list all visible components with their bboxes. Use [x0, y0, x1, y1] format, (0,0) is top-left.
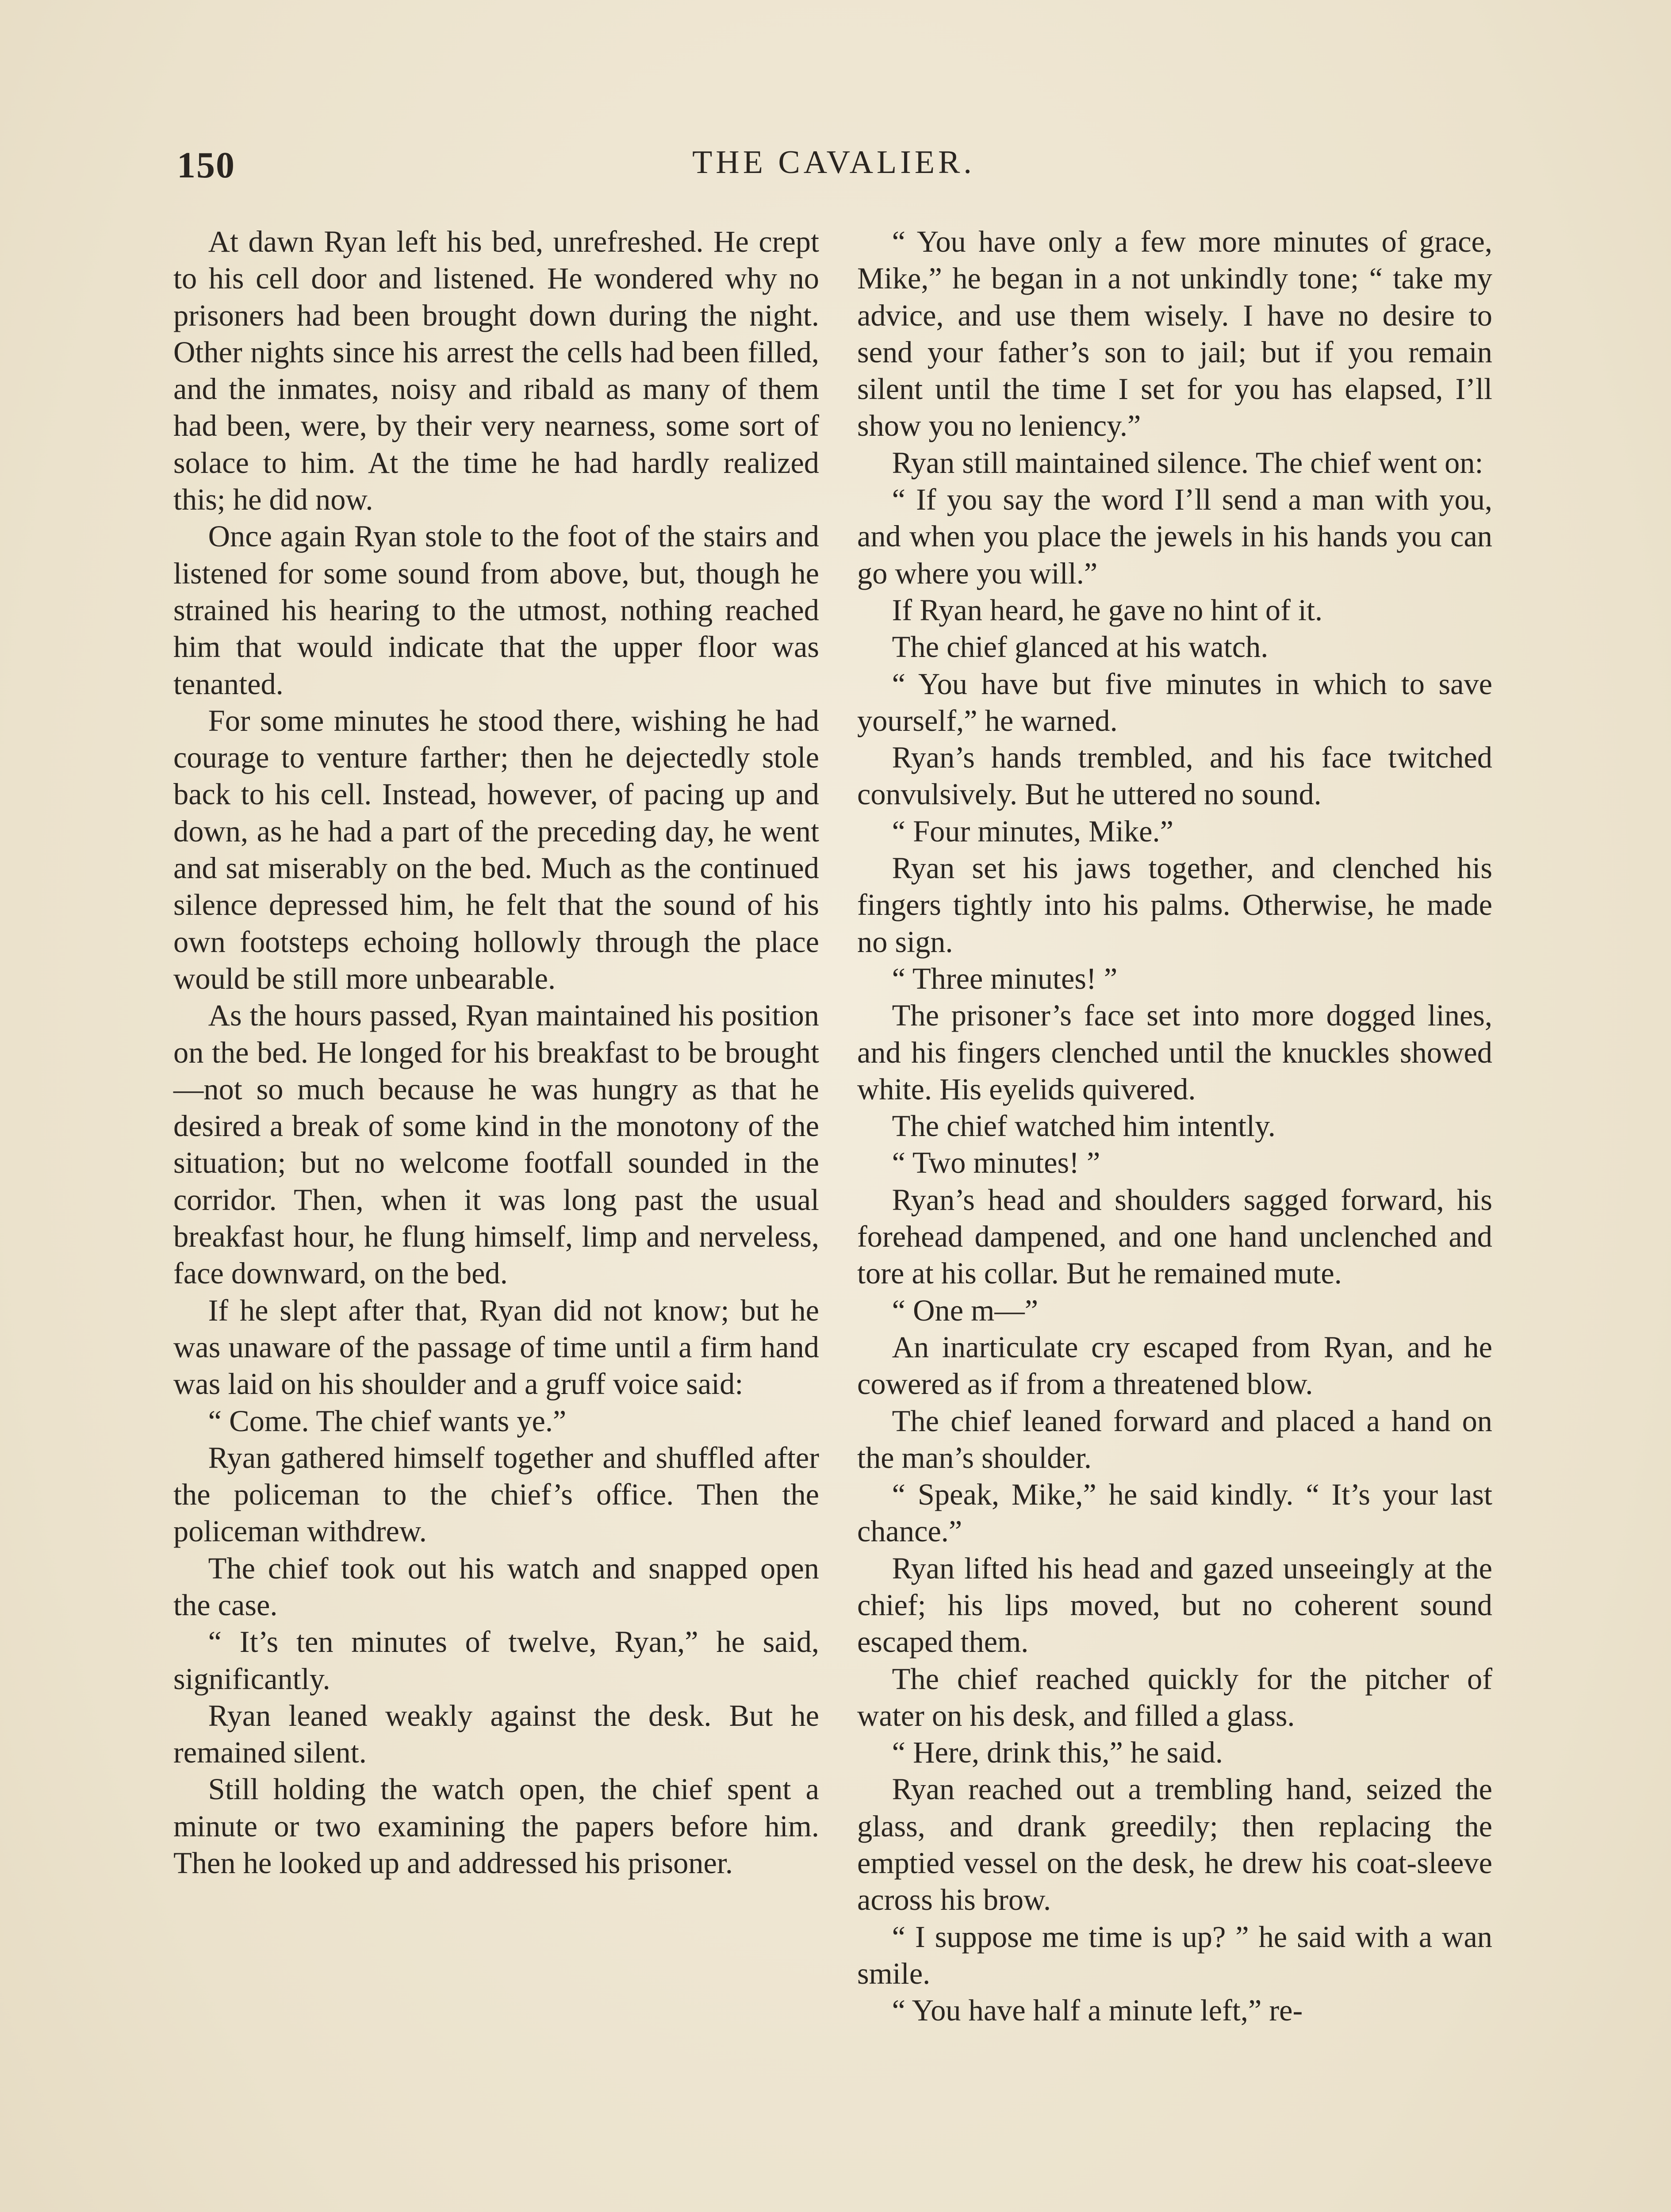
paragraph: “ You have only a few more minutes of grace, Mike,” he began in a not unkindly tone; “ take my advice, and use them wisely. I have no desire to send your father’s son to jail; but if you remain silent until the time I set for you has elapsed, I’ll show you no leniency.”: [857, 225, 1492, 443]
paragraph: Ryan reached out a trembling hand, seized the glass, and drank greedily; then replacing the emptied vessel on the desk, he drew his coat-sleeve across his brow.: [857, 1772, 1492, 1917]
paragraph: “ It’s ten minutes of twelve, Ryan,” he said, significantly.: [173, 1625, 819, 1696]
right-column: [857, 223, 1492, 2029]
page-number: 150: [177, 145, 235, 186]
paragraph: An inarticulate cry escaped from Ryan, and he cowered as if from a threatened blow.: [857, 1330, 1492, 1401]
paragraph: “ Four minutes, Mike.”: [892, 814, 1173, 848]
paragraph: “ You have but five minutes in which to save yourself,” he warned.: [857, 667, 1492, 737]
paragraph: The chief took out his watch and snapped open the case.: [173, 1551, 819, 1622]
left-column: [173, 223, 819, 1882]
paragraph: “ Here, drink this,” he said.: [892, 1736, 1223, 1770]
paragraph: “ Three minutes! ”: [892, 961, 1118, 995]
paragraph: Ryan gathered himself together and shuffled after the policeman to the chief’s office. Then the policeman withdrew.: [173, 1440, 819, 1548]
paragraph: “ You have half a minute left,” re-: [892, 1993, 1303, 2028]
paragraph: Ryan lifted his head and gazed unseeingly at the chief; his lips moved, but no coherent sound escaped them.: [857, 1551, 1492, 1659]
paragraph: Ryan’s hands trembled, and his face twitched convulsively. But he uttered no sound.: [857, 741, 1492, 811]
paragraph: Ryan’s head and shoulders sagged forward, his forehead dampened, and one hand unclenched and tore at his collar. But he remained mute.: [857, 1183, 1492, 1290]
paragraph: The chief reached quickly for the pitcher of water on his desk, and filled a glass.: [857, 1662, 1492, 1732]
paragraph: “ One m—”: [892, 1293, 1039, 1327]
paragraph: If he slept after that, Ryan did not know; but he was unaware of the passage of time until a firm hand was laid on his shoulder and a gruff voice said:: [173, 1293, 819, 1401]
paragraph: “ Come. The chief wants ye.”: [208, 1404, 567, 1438]
paragraph: Ryan still maintained silence. The chief went on:: [892, 445, 1483, 480]
paragraph: The chief glanced at his watch.: [892, 630, 1269, 664]
paragraph: The chief leaned forward and placed a hand on the man’s shoulder.: [857, 1404, 1492, 1475]
paragraph: Ryan set his jaws together, and clenched his fingers tightly into his palms. Otherwise, he made no sign.: [857, 851, 1492, 959]
running-head: THE CAVALIER.: [692, 144, 975, 180]
paragraph: The prisoner’s face set into more dogged lines, and his fingers clenched until the knuckles showed white. His eyelids quivered.: [857, 998, 1492, 1106]
paragraph: At dawn Ryan left his bed, unrefreshed. He crept to his cell door and listened. He wondered why no prisoners had been brought down during the night. Other nights since his arrest the cells had been filled, and the inmates, noisy and ribald as many of them had been, were, by their very nearness, some sort of solace to him. At the time he had hardly realized this; he did now.: [173, 225, 819, 517]
paragraph: As the hours passed, Ryan maintained his position on the bed. He longed for his breakfast to be brought —not so much because he was hungry as that he desired a break of some kind in the monotony of the situation; but no welcome footfall sounded in the corridor. Then, when it was long past the usual breakfast hour, he flung himself, limp and nerveless, face downward, on the bed.: [173, 998, 819, 1290]
paragraph: Ryan leaned weakly against the desk. But he remained silent.: [173, 1698, 819, 1770]
paragraph: “ Speak, Mike,” he said kindly. “ It’s your last chance.”: [857, 1478, 1492, 1548]
page-header: [177, 144, 1491, 197]
paragraph: If Ryan heard, he gave no hint of it.: [892, 593, 1323, 627]
paragraph: “ Two minutes! ”: [892, 1146, 1100, 1180]
paragraph: “ I suppose me time is up? ” he said with a wan smile.: [857, 1920, 1492, 1990]
paragraph: The chief watched him intently.: [892, 1109, 1276, 1143]
paragraph: For some minutes he stood there, wishing he had courage to venture farther; then he dejectedly stole back to his cell. Instead, however, of pacing up and down, as he had a part of the preceding day, he went and sat miserably on the bed. Much as the continued silence depressed him, he felt that the sound of his own footsteps echoing hollowly through the place would be still more unbearable.: [173, 703, 819, 995]
paragraph: “ If you say the word I’ll send a man with you, and when you place the jewels in his hands you can go where you will.”: [857, 483, 1492, 590]
paragraph: Once again Ryan stole to the foot of the stairs and listened for some sound from above, but, though he strained his hearing to the utmost, nothing reached him that would indicate that the upper floor was tenanted.: [173, 519, 819, 701]
paragraph: Still holding the watch open, the chief spent a minute or two examining the papers before him. Then he looked up and addressed his prisoner.: [173, 1772, 819, 1880]
